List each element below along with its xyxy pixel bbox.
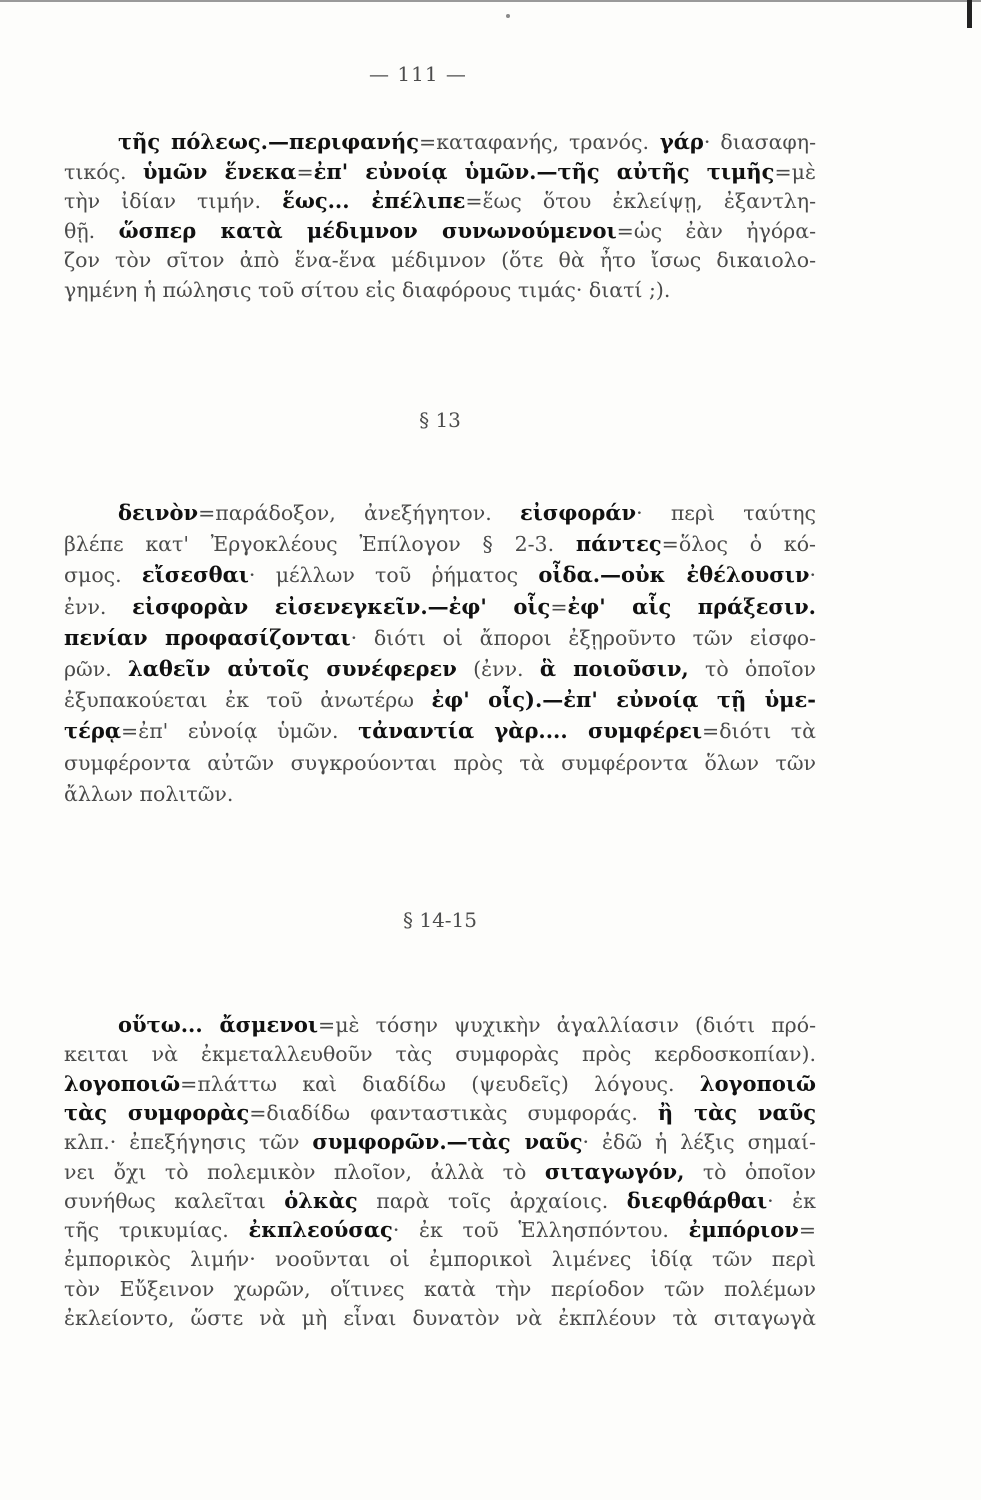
gloss-text: =ἕως ὅτου ἐκλείψῃ, ἐξαντλη-: [465, 189, 817, 214]
text-line: [64, 185, 816, 217]
gloss-text: τὸ ὁποῖον: [688, 657, 816, 681]
lemma-bold: δεινὸν: [118, 500, 199, 525]
gloss-text: παρὰ τοῖς ἀρχαίοις.: [357, 1188, 627, 1213]
gloss-text: =ἐπ' εὐνοίᾳ ὑμῶν.: [121, 719, 359, 744]
text-line: [64, 653, 816, 685]
text-line: [64, 778, 816, 810]
lemma-bold: διεφθάρθαι: [626, 1187, 768, 1213]
text-line: [64, 156, 816, 188]
lemma-bold: εἴσεσθαι: [141, 562, 249, 588]
lemma-bold: τὰς συμφορὰς: [64, 1099, 250, 1125]
lemma-bold: γάρ: [649, 129, 704, 154]
lemma-bold: ὁλκὰς: [284, 1187, 358, 1213]
gloss-text: τικός.: [64, 159, 143, 184]
lemma-bold: συμφορῶν.—τὰς ναῦς: [312, 1129, 583, 1155]
text-line: [118, 1009, 816, 1041]
gloss-text: ἐμπορικὸς λιμήν· νοοῦνται οἱ ἐμπορικοὶ λιμένες ἰδίᾳ τῶν περὶ: [64, 1247, 816, 1272]
gloss-text: =ὡς ἐὰν ἠγόρα-: [616, 218, 816, 243]
text-line: [64, 1126, 816, 1158]
lemma-bold: ἢ τὰς ναῦς: [657, 1099, 816, 1125]
text-line: [64, 1156, 816, 1188]
lemma-bold: ὥσπερ κατὰ μέδιμνον συνωνούμενοι: [118, 217, 617, 243]
text-line: [64, 215, 816, 247]
text-line: [64, 274, 816, 306]
lemma-bold: πενίαν προφασίζονται: [64, 624, 351, 650]
gloss-text: τὸ ὁποῖον: [684, 1159, 816, 1184]
scan-binding-mark: [967, 0, 972, 28]
gloss-text: συμφέροντα αὐτῶν συγκρούονται πρὸς τὰ συμφέροντα ὅλων τῶν: [64, 750, 816, 775]
lemma-bold: ὑμῶν ἕνεκα: [142, 158, 297, 184]
gloss-text: · ἐκ: [767, 1188, 816, 1213]
lemma-bold: ἐπ' εὐνοίᾳ ὑμῶν.—τῆς αὐτῆς τιμῆς: [313, 158, 775, 184]
text-line: [118, 497, 816, 529]
gloss-text: βλέπε κατ' Ἐργοκλέους Ἐπίλογον § 2-3.: [64, 532, 576, 557]
text-line: [64, 1097, 816, 1129]
text-line: [64, 559, 816, 591]
gloss-text: =ὅλος ὁ κό-: [661, 532, 816, 557]
gloss-text: =: [550, 594, 568, 619]
text-line: [64, 1243, 816, 1275]
gloss-text: =παράδοξον, ἀνεξήγητον.: [198, 501, 520, 525]
gloss-text: · ἐκ τοῦ Ἑλλησπόντου.: [392, 1218, 689, 1243]
text-line: [64, 622, 816, 654]
gloss-text: · ἐδῶ ἡ λέξις σημαί-: [582, 1130, 816, 1155]
text-line: [64, 528, 816, 560]
lemma-bold: ἐκπλεούσας: [248, 1217, 393, 1243]
text-line: [64, 1214, 816, 1246]
gloss-text: ἄλλων πολιτῶν.: [64, 781, 234, 806]
section-heading-13: § 13: [419, 408, 461, 432]
text-line: [118, 126, 816, 158]
text-line: [64, 591, 816, 623]
gloss-text: θῇ.: [64, 218, 119, 243]
gloss-text: ζον τὸν σῖτον ἀπὸ ἕνα-ἕνα μέδιμνον (ὅτε θὰ ἦτο ἴσως δικαιολο-: [64, 248, 816, 273]
lemma-bold: λογοποιῶ: [699, 1070, 816, 1096]
lemma-bold: ἐφ' αἷς πράξεσιν.: [567, 593, 816, 619]
lemma-bold: λογοποιῶ: [64, 1070, 181, 1096]
gloss-text: τὸν Εὔξεινον χωρῶν, οἵτινες κατὰ τὴν περίοδον τῶν πολέμων: [64, 1276, 816, 1301]
gloss-text: τῆς τρικυμίας.: [64, 1218, 249, 1243]
gloss-text: =μὲ: [774, 159, 816, 184]
gloss-text: συνήθως καλεῖται: [64, 1188, 285, 1213]
lemma-bold: ἐφ' οἷς).—ἐπ' εὐνοίᾳ τῇ ὑμε-: [431, 687, 817, 713]
gloss-text: νει ὄχι τὸ πολεμικὸν πλοῖον, ἀλλὰ τὸ: [64, 1159, 545, 1184]
lemma-bold: λαθεῖν αὐτοῖς συνέφερεν: [128, 656, 457, 681]
lemma-bold: τῆς πόλεως.—περιφανής: [118, 129, 420, 154]
gloss-text: ἐνν.: [64, 594, 133, 619]
lemma-bold: οὕτω... ἄσμενοι: [118, 1012, 319, 1037]
gloss-text: κειται νὰ ἐκμεταλλευθοῦν τὰς συμφορὰς πρὸς κερδοσκοπίαν).: [64, 1042, 816, 1067]
gloss-text: γημένη ἡ πώλησις τοῦ σίτου εἰς διαφόρους τιμάς· διατί ;).: [64, 278, 671, 302]
text-line: [64, 244, 816, 276]
gloss-text: =πλάττω καὶ διαδίδω (ψευδεῖς) λόγους.: [180, 1071, 700, 1096]
lemma-bold: πάντες: [575, 531, 662, 557]
lemma-bold: σιταγωγόν,: [544, 1158, 685, 1184]
lemma-bold: ἕως... ἐπέλιπε: [282, 188, 466, 214]
gloss-text: ·: [809, 563, 816, 588]
gloss-text: (ἐνν.: [456, 657, 540, 681]
gloss-text: τὴν ἰδίαν τιμήν.: [64, 189, 283, 214]
lemma-bold: ἐμπόριον: [688, 1217, 799, 1243]
lemma-bold: τέρᾳ: [64, 718, 122, 744]
text-line: [64, 747, 816, 779]
gloss-text: ἐξυπακούεται ἐκ τοῦ ἀνωτέρω: [64, 688, 432, 713]
text-line: [64, 1273, 816, 1305]
scan-speck: [506, 14, 510, 18]
gloss-text: · διότι οἱ ἄποροι ἐξῃροῦντο τῶν εἰσφο-: [350, 625, 817, 650]
gloss-text: =καταφανής, τρανός.: [419, 130, 650, 154]
gloss-text: =διαδίδω φανταστικὰς συμφοράς.: [249, 1100, 658, 1125]
gloss-text: ἐκλείοντο, ὥστε νὰ μὴ εἶναι δυνατὸν νὰ ἐκπλέουν τὰ σιταγωγὰ: [64, 1306, 816, 1330]
gloss-text: =: [798, 1218, 816, 1243]
text-line: [64, 1038, 816, 1070]
text-line: [64, 715, 816, 747]
lemma-bold: τἀναντία γὰρ.... συμφέρει: [358, 718, 703, 744]
lemma-bold: εἰσφορὰν εἰσενεγκεῖν.—ἐφ' οἷς: [132, 593, 551, 619]
scan-edge: [0, 0, 981, 2]
gloss-text: =μὲ τόσην ψυχικὴν ἀγαλλίασιν (διότι πρό-: [318, 1013, 816, 1037]
text-line: [64, 1302, 816, 1334]
gloss-text: =: [296, 159, 314, 184]
gloss-text: · μέλλων τοῦ ῥήματος: [248, 563, 539, 588]
lemma-bold: οἶδα.—οὐκ ἐθέλουσιν: [538, 562, 810, 588]
gloss-text: κλπ.· ἐπεξήγησις τῶν: [64, 1130, 313, 1155]
gloss-text: · διασαφη-: [703, 130, 816, 154]
page-number: — 111 —: [369, 62, 467, 86]
text-line: [64, 1068, 816, 1100]
gloss-text: ρῶν.: [64, 657, 129, 681]
gloss-text: σμος.: [64, 563, 142, 588]
section-heading-14-15: § 14-15: [402, 908, 477, 932]
text-line: [64, 684, 816, 716]
gloss-text: · περὶ ταύτης: [636, 501, 816, 525]
lemma-bold: ἃ ποιοῦσιν,: [539, 656, 689, 681]
lemma-bold: εἰσφοράν: [519, 500, 637, 525]
gloss-text: =διότι τὰ: [702, 719, 816, 744]
text-line: [64, 1185, 816, 1217]
